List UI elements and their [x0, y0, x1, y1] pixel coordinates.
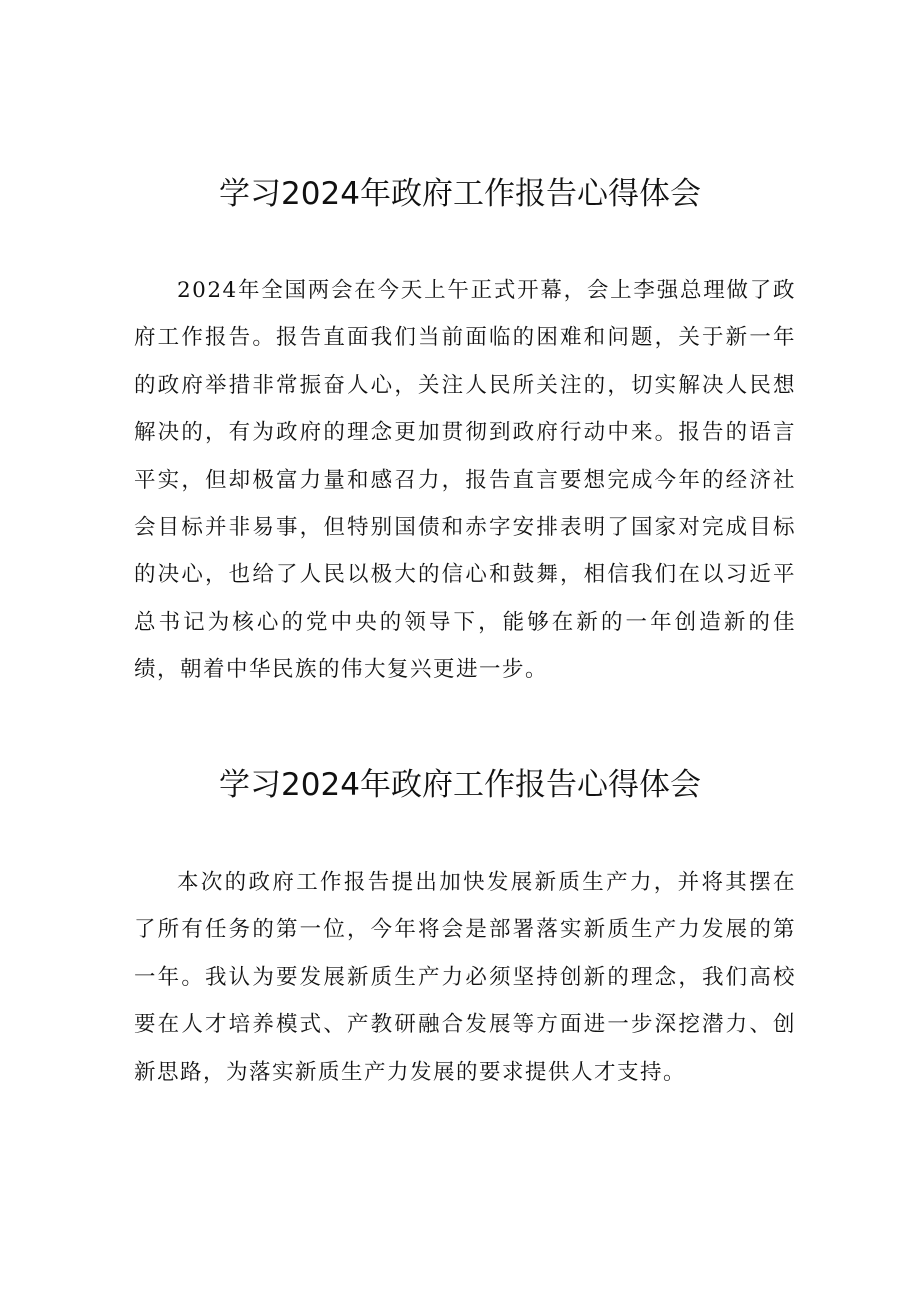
section-1-paragraph: 2024年全国两会在今天上午正式开幕，会上李强总理做了政府工作报告。报告直面我们当前面临的困难和问题，关于新一年的政府举措非常振奋人心，关注人民所关注的，切实解决人民想解决的，有为政府的理念更加贯彻到政府行动中来。报告的语言平实，但却极富力量和感召力，报告直言要想完成今年的经济社会目标并非易事，但特别国债和赤字安排表明了国家对完成目标的决心，也给了人民以极大的信心和鼓舞，相信我们在以习近平总书记为核心的党中央的领导下，能够在新的一年创造新的佳绩，朝着中华民族的伟大复兴更进一步。 [134, 278, 796, 683]
section-2-title: 学习2024年政府工作报告心得体会 [219, 767, 701, 803]
section-2-paragraph: 本次的政府工作报告提出加快发展新质生产力，并将其摆在了所有任务的第一位，今年将会是部署落实新质生产力发展的第一年。我认为要发展新质生产力必须坚持创新的理念，我们高校要在人才培养模式、产教研融合发展等方面进一步深挖潜力、创新思路，为落实新质生产力发展的要求提供人才支持。 [134, 870, 796, 1085]
section-1-title: 学习2024年政府工作报告心得体会 [219, 176, 701, 212]
